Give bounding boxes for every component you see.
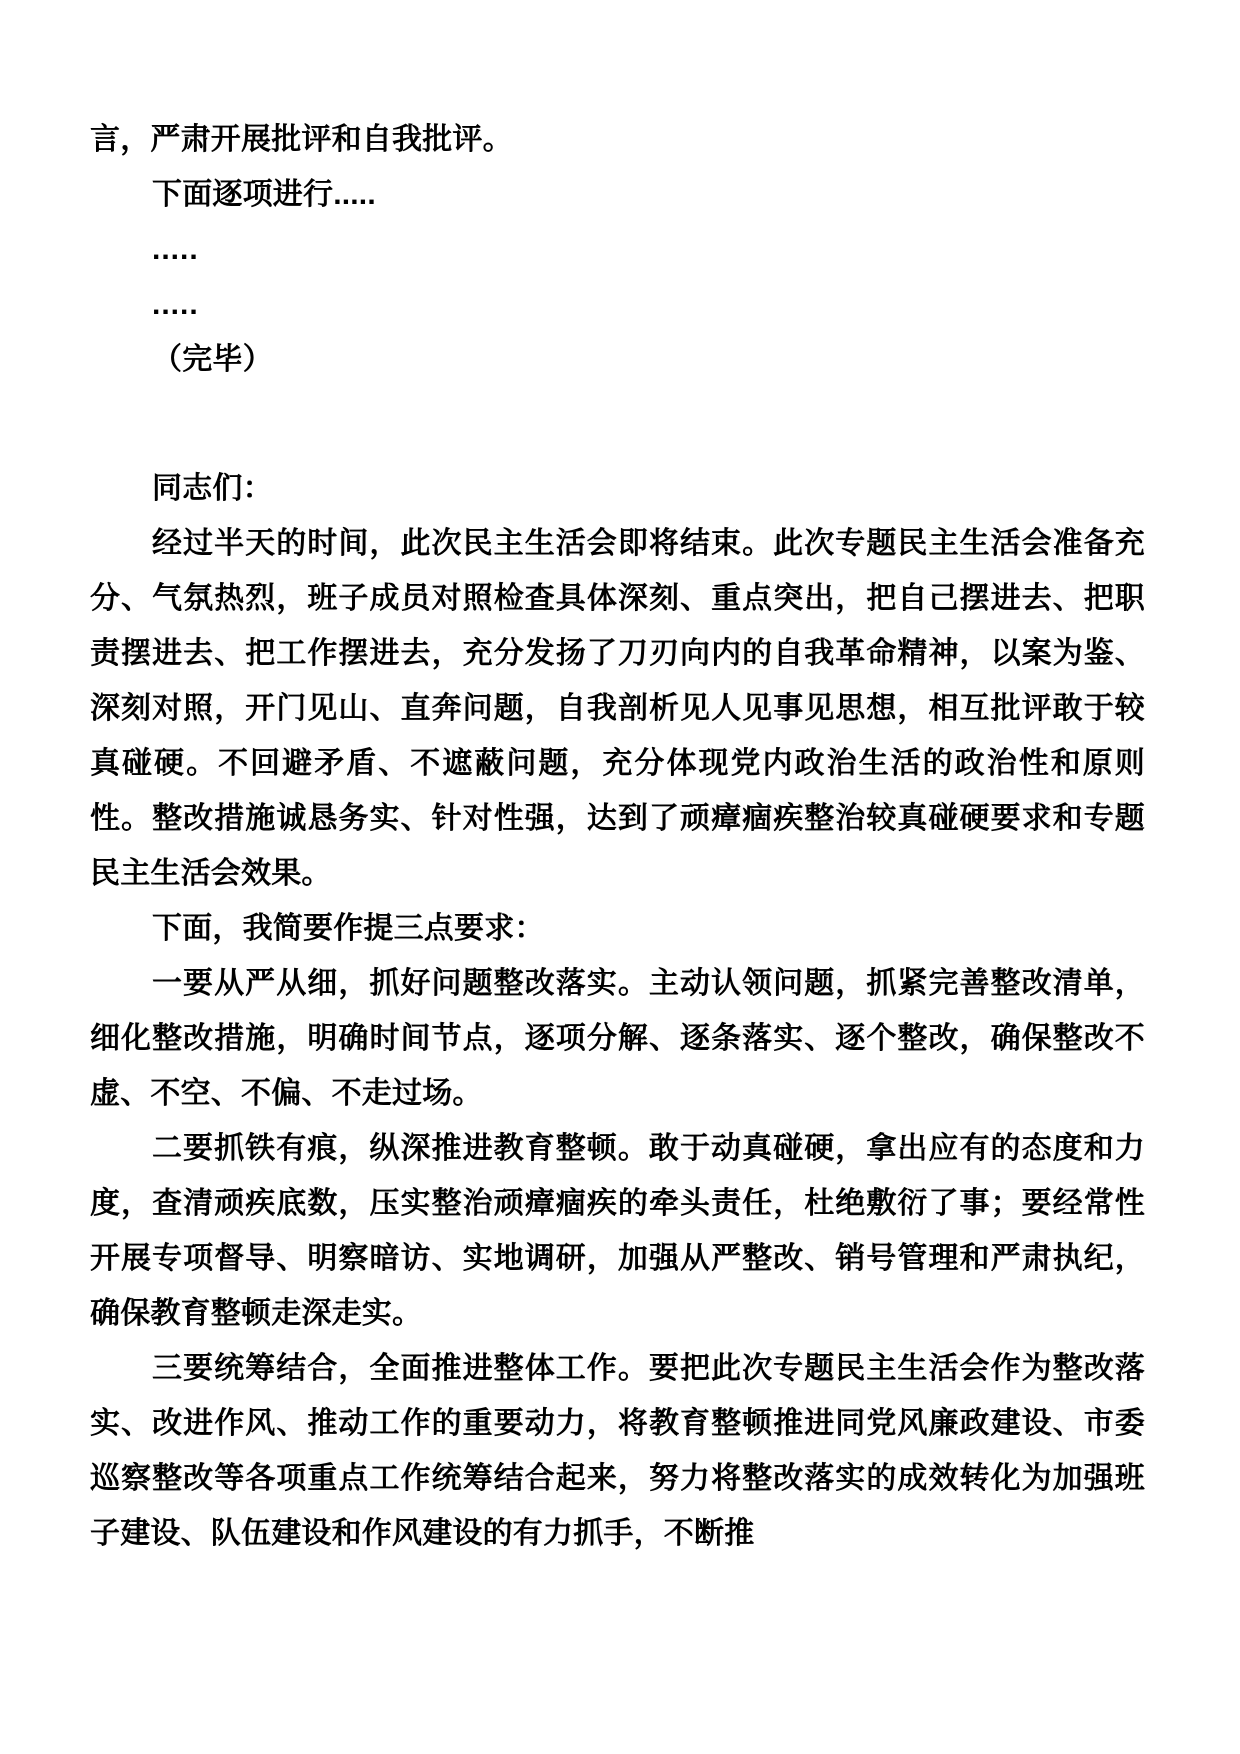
document-body bbox=[90, 112, 1145, 1561]
opening-paragraph: 经过半天的时间，此次民主生活会即将结束。此次专题民主生活会准备充分、气氛热烈，班子成员对照检查具体深刻、重点突出，把自己摆进去、把职责摆进去、把工作摆进去，充分发扬了刀刃向内的自我革命精神，以案为鉴、深刻对照，开门见山、直奔问题，自我剖析见人见事见思想，相互批评敢于较真碰硬。不回避矛盾、不遮蔽问题，充分体现党内政治生活的政治性和原则性。整改措施诚恳务实、针对性强，达到了顽瘴痼疾整治较真碰硬要求和专题民主生活会效果。 bbox=[90, 527, 1145, 890]
requirement-one: 一要从严从细，抓好问题整改落实。主动认领问题，抓紧完善整改清单，细化整改措施，明确时间节点，逐项分解、逐条落实、逐个整改，确保整改不虚、不空、不偏、不走过场。 bbox=[90, 967, 1145, 1110]
next-item-line: 下面逐项进行..... bbox=[152, 178, 376, 211]
salutation: 同志们： bbox=[152, 472, 273, 505]
ellipsis-line-1: ..... bbox=[152, 233, 199, 266]
section-divider bbox=[90, 387, 1145, 461]
requirement-two: 二要抓铁有痕，纵深推进教育整顿。敢于动真碰硬，拿出应有的态度和力度，查清顽疾底数，压实整治顽瘴痼疾的牵头责任，杜绝敷衍了事；要经常性开展专项督导、明察暗访、实地调研，加强从严整改、销号管理和严肃执纪，确保教育整顿走深走实。 bbox=[90, 1132, 1145, 1330]
continuation-line: 言，严肃开展批评和自我批评。 bbox=[90, 123, 513, 156]
ellipsis-line-2: ..... bbox=[152, 288, 199, 321]
end-marker: （完毕） bbox=[152, 343, 273, 376]
requirement-three: 三要统筹结合，全面推进整体工作。要把此次专题民主生活会作为整改落实、改进作风、推动工作的重要动力，将教育整顿推进同党风廉政建设、市委巡察整改等各项重点工作统筹结合起来，努力将整改落实的成效转化为加强班子建设、队伍建设和作风建设的有力抓手，不断推 bbox=[90, 1352, 1145, 1550]
transition-line: 下面，我简要作提三点要求： bbox=[152, 912, 545, 945]
